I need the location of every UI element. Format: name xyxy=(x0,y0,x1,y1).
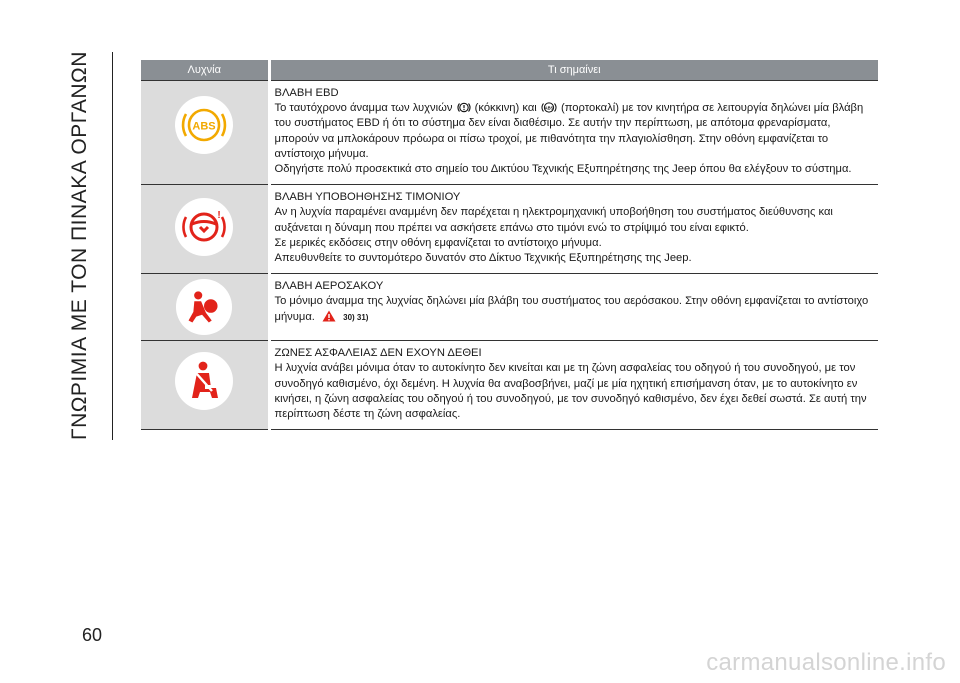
column-header-meaning: Τι σημαίνει xyxy=(269,60,878,81)
row-text: Το ταυτόχρονο άναμμα των λυχνιών xyxy=(274,102,453,115)
row-title: ΒΛΑΒΗ ΑΕΡΟΣΑΚΟΥ xyxy=(274,280,384,293)
table-row xyxy=(141,81,878,185)
chapter-divider xyxy=(112,52,113,440)
row-text: Αν η λυχνία παραμένει αναμμένη δεν παρέχεται η ηλεκτρομηχανική υποβοήθηση του συστήματος διεύθυνσης και αυξάνεται η δύναμη που πρέπει να ασκήσετε επάνω στο τιμόνι ενώ το στρίψιμό του είναι εφικτό. xyxy=(274,206,833,234)
svg-text:ABS: ABS xyxy=(544,105,554,111)
row-text: Απευθυνθείτε το συντομότερο δυνατόν στο Δίκτυο Τεχνικής Εξυπηρέτησης της Jeep. xyxy=(274,252,692,265)
row-text: Η λυχνία ανάβει μόνιμα όταν το αυτοκίνητο δεν κινείται και με τη ζώνη ασφαλείας του οδηγού ή του συνοδηγού, με τον συνοδηγό καθισμένο, όχι δεμένη. Η λυχνία θα αναβοσβήνει, μαζί με μία ηχητική επισήμανση όταν, με το αυτοκίνητο εν κινήσει, η ζώνη ασφαλείας του οδηγού ή του συνοδηγού, με τον συνοδηγό καθισμένο, δεν έχει δεθεί σωστά. Σε αυτή την περίπτωση δέστε τη ζώνη ασφαλείας. xyxy=(274,362,867,421)
svg-text:ABS: ABS xyxy=(192,120,216,133)
page-number: 60 xyxy=(82,625,103,645)
brake-warning-icon xyxy=(457,101,471,114)
row-title: ΒΛΑΒΗ EBD xyxy=(274,87,339,99)
abs-small-icon xyxy=(541,101,557,114)
reference-notes: 30) 31) xyxy=(343,312,369,322)
column-header-light: Λυχνία xyxy=(141,60,269,81)
row-text: Οδηγήστε πολύ προσεκτικά στο σημείο του Δικτύου Τεχνικής Εξυπηρέτησης της Jeep όπου θα ελέγξουν το σύστημα. xyxy=(274,163,852,176)
seatbelt-warning-icon xyxy=(174,351,234,411)
steering-wheel-warning-icon xyxy=(174,197,234,257)
watermark: carmanualsonline.info xyxy=(706,649,946,676)
table-row xyxy=(141,341,878,430)
table-row xyxy=(141,274,878,341)
row-text: Το μόνιμο άναμμα της λυχνίας δηλώνει μία βλάβη του συστήματος του αερόσακου. Στην οθόνη εμφανίζεται το αντίστοιχο μήνυμα. xyxy=(274,295,869,323)
row-text: Σε μερικές εκδόσεις στην οθόνη εμφανίζεται το αντίστοιχο μήνυμα. xyxy=(274,236,602,249)
row-title: ΖΩΝΕΣ ΑΣΦΑΛΕΙΑΣ ΔΕΝ ΕΧΟΥΝ ΔΕΘΕΙ xyxy=(274,347,482,360)
row-text: (κόκκινη) και xyxy=(474,102,537,115)
svg-text:!: ! xyxy=(217,210,221,222)
warning-lights-table xyxy=(141,60,878,430)
table-row xyxy=(141,185,878,274)
abs-warning-icon xyxy=(174,95,234,155)
chapter-title: ΓΝΩΡΙΜΙΑ ΜΕ ΤΟΝ ΠΙΝΑΚΑ ΟΡΓΑΝΩΝ xyxy=(68,51,91,440)
airbag-warning-icon xyxy=(175,278,233,336)
row-text: (πορτοκαλί) με τον κινητήρα σε λειτουργία δηλώνει μία βλάβη του συστήματος EBD ή ότι το σύστημα δεν είναι διαθέσιμο. Σε αυτήν την περίπτωση, με απότομα φρεναρίσματα, μπορούν να μπλοκάρουν πρόωρα οι πίσω τροχοί, με πιθανότητα την πλαγιολίσθηση. Στην οθόνη εμφανίζεται το αντίστοιχο μήνυμα. xyxy=(274,102,864,160)
warning-triangle-icon xyxy=(322,310,336,322)
row-title: ΒΛΑΒΗ ΥΠΟΒΟΗΘΗΣΗΣ ΤΙΜΟΝΙΟΥ xyxy=(274,191,461,204)
